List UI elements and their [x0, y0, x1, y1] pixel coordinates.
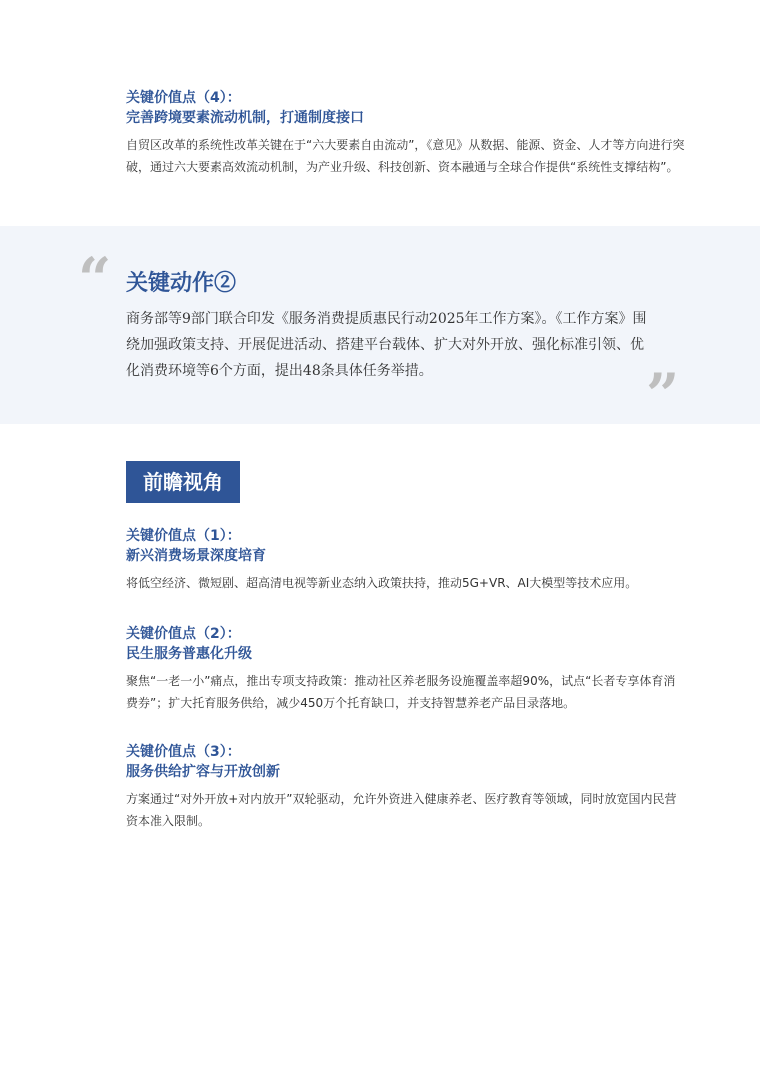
value-point-2 [126, 624, 686, 714]
key-action-title: 关键动作② [126, 270, 237, 296]
value-point-label: 关键价值点（2）： [126, 626, 241, 642]
value-point-body: 方案通过“对外开放+对内放开”双轮驱动，允许外资进入健康养老、医疗教育等领域，同时放宽国内民营资本准入限制。 [126, 792, 677, 828]
value-point-title: 新兴消费场景深度培育 [126, 548, 266, 564]
value-point-title: 服务供给扩容与开放创新 [126, 764, 280, 780]
value-point-label: 关键价值点（1）： [126, 528, 241, 544]
value-point-body: 将低空经济、微短剧、超高清电视等新业态纳入政策扶持，推动5G+VR、AI大模型等技术应用。 [126, 576, 638, 590]
key-action-body: 商务部等9部门联合印发《服务消费提质惠民行动2025年工作方案》。《工作方案》围绕加强政策支持、开展促进活动、搭建平台载体、扩大对外开放、强化标准引领、优化消费环境等6个方面，提出48条具体任务举措。 [126, 311, 647, 379]
value-point-1 [126, 526, 686, 594]
value-point-3 [126, 742, 686, 832]
close-quote-icon: ” [646, 361, 680, 429]
value-point-title: 完善跨境要素流动机制，打通制度接口 [126, 110, 364, 126]
outlook-heading: 前瞻视角 [126, 461, 240, 503]
value-point-body: 聚焦“一老一小”痛点，推出专项支持政策：推动社区养老服务设施覆盖率超90%，试点“长者专享体育消费券”；扩大托育服务供给，减少450万个托育缺口，并支持智慧养老产品目录落地。 [126, 674, 676, 710]
value-point-body: 自贸区改革的系统性改革关键在于“六大要素自由流动”，《意见》从数据、能源、资金、人才等方向进行突破，通过六大要素高效流动机制，为产业升级、科技创新、资本融通与全球合作提供“系统性支撑结构”。 [126, 138, 685, 174]
open-quote-icon: “ [78, 245, 112, 313]
value-point-title: 民生服务普惠化升级 [126, 646, 252, 662]
value-point-label: 关键价值点（4）： [126, 90, 241, 106]
value-point-4 [126, 88, 686, 178]
value-point-label: 关键价值点（3）： [126, 744, 241, 760]
